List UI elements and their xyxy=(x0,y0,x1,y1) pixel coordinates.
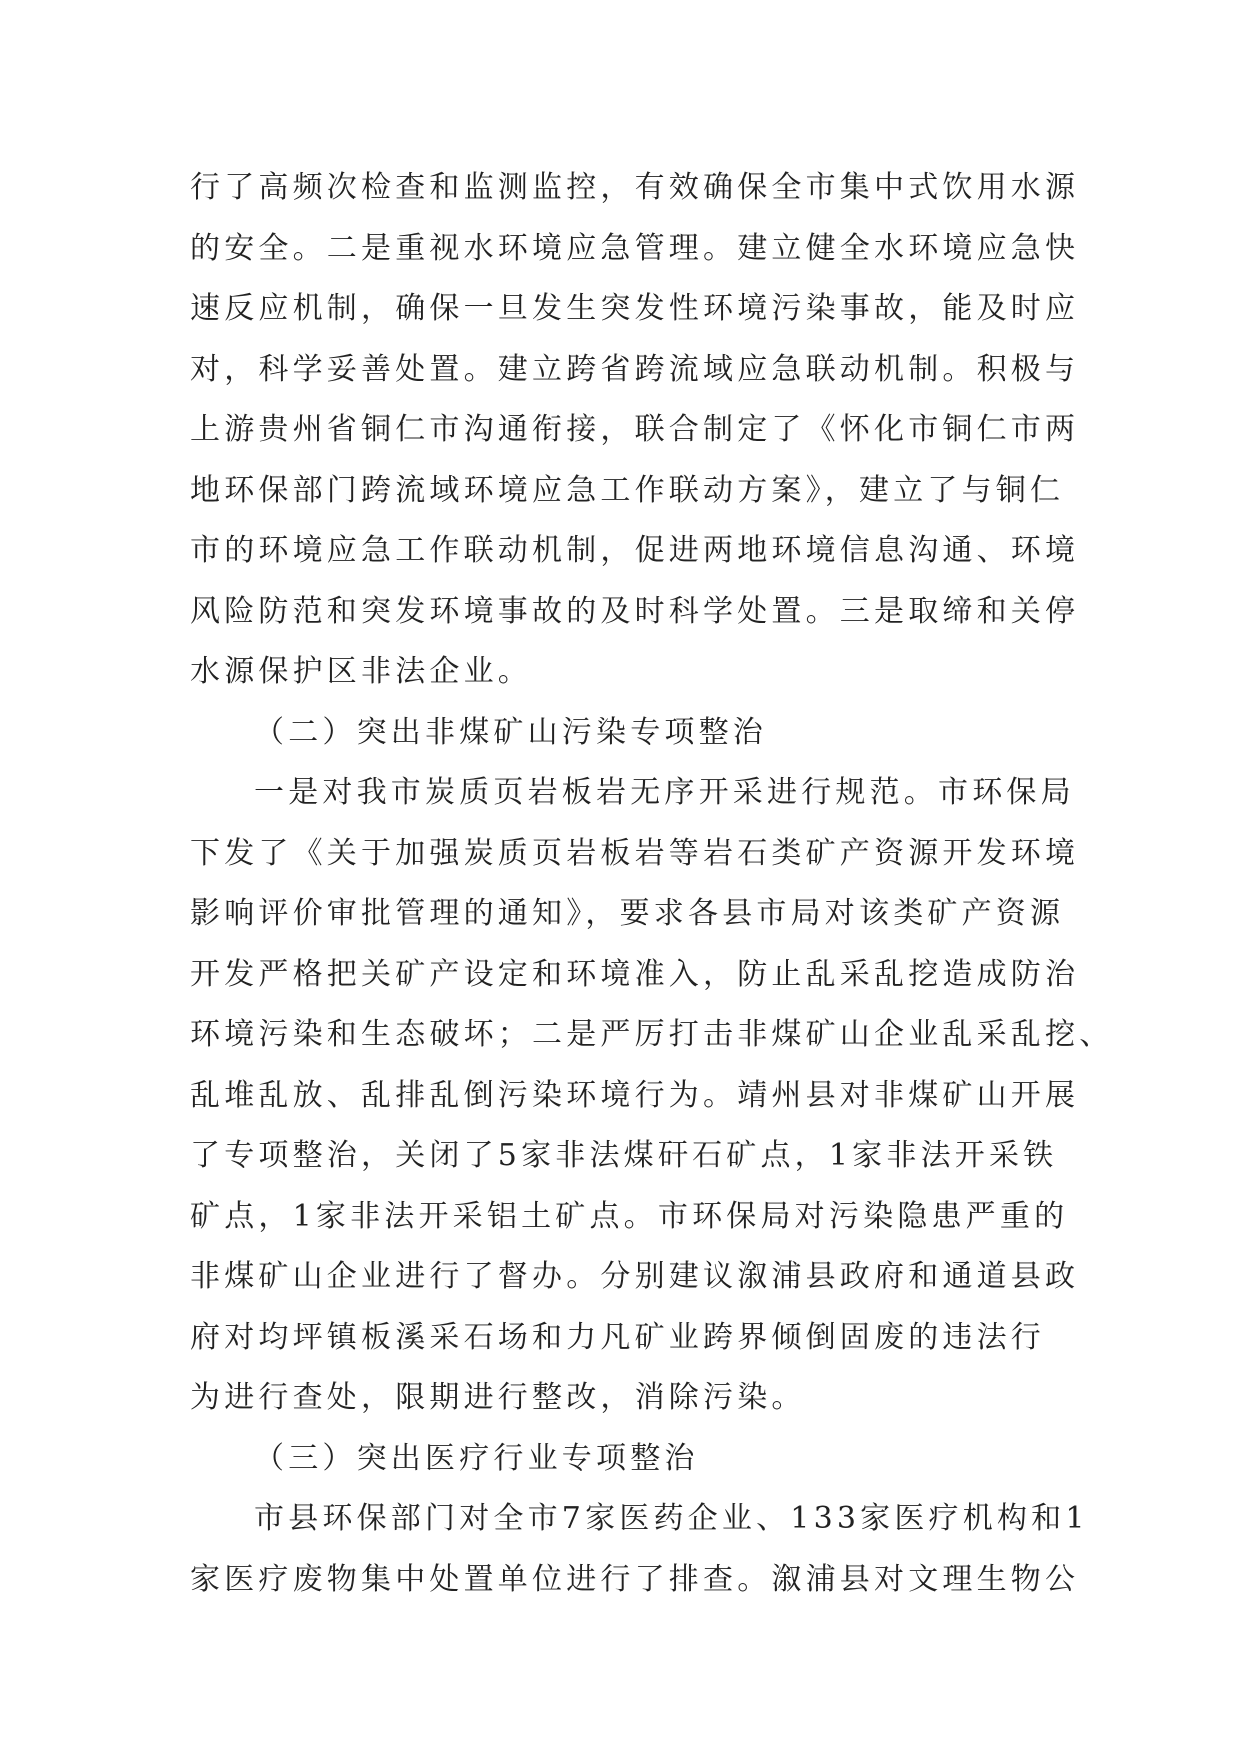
text-line: 家医疗废物集中处置单位进行了排查。溆浦县对文理生物公 xyxy=(190,1561,1080,1597)
section-heading: （二）突出非煤矿山污染专项整治 xyxy=(254,714,767,750)
paragraph-first-line: 市县环保部门对全市7家医药企业、133家医疗机构和1 xyxy=(254,1501,1089,1536)
text-line: 府对均坪镇板溪采石场和力凡矿业跨界倾倒固废的违法行 xyxy=(190,1319,1045,1355)
text-line: 影响评价审批管理的通知》，要求各县市局对该类矿产资源 xyxy=(190,896,1065,931)
paragraph-first-line: 一是对我市炭质页岩板岩无序开采进行规范。市环保局 xyxy=(254,775,1075,810)
text-line: 水源保护区非法企业。 xyxy=(190,654,532,689)
text-line: 开发严格把关矿产设定和环境准入，防止乱采乱挖造成防治 xyxy=(190,956,1080,992)
text-line: 为进行查处，限期进行整改，消除污染。 xyxy=(190,1380,806,1415)
text-line: 地环保部门跨流域环境应急工作联动方案》，建立了与铜仁 xyxy=(190,472,1065,508)
text-line: 非煤矿山企业进行了督办。分别建议溆浦县政府和通道县政 xyxy=(190,1259,1080,1294)
text-line: 环境污染和生态破坏；二是严厉打击非煤矿山企业乱采乱挖、 xyxy=(190,1017,1114,1052)
text-line: 的安全。二是重视水环境应急管理。建立健全水环境应急快 xyxy=(190,230,1080,266)
text-line: 行了高频次检查和监测监控，有效确保全市集中式饮用水源 xyxy=(190,170,1080,205)
text-line: 速反应机制，确保一旦发生突发性环境污染事故，能及时应 xyxy=(190,291,1080,326)
section-heading: （三）突出医疗行业专项整治 xyxy=(254,1440,699,1476)
document-body xyxy=(190,158,1114,1610)
text-line: 乱堆乱放、乱排乱倒污染环境行为。靖州县对非煤矿山开展 xyxy=(190,1077,1080,1113)
text-line: 下发了《关于加强炭质页岩板岩等岩石类矿产资源开发环境 xyxy=(190,835,1080,871)
text-line: 对，科学妥善处置。建立跨省跨流域应急联动机制。积极与 xyxy=(190,351,1080,387)
text-line: 市的环境应急工作联动机制，促进两地环境信息沟通、环境 xyxy=(190,533,1080,568)
text-line: 了专项整治，关闭了5家非法煤矸石矿点，1家非法开采铁 xyxy=(190,1138,1058,1173)
text-line: 矿点，1家非法开采铝土矿点。市环保局对污染隐患严重的 xyxy=(190,1198,1069,1234)
text-line: 上游贵州省铜仁市沟通衔接，联合制定了《怀化市铜仁市两 xyxy=(190,412,1080,447)
text-line: 风险防范和突发环境事故的及时科学处置。三是取缔和关停 xyxy=(190,593,1080,629)
